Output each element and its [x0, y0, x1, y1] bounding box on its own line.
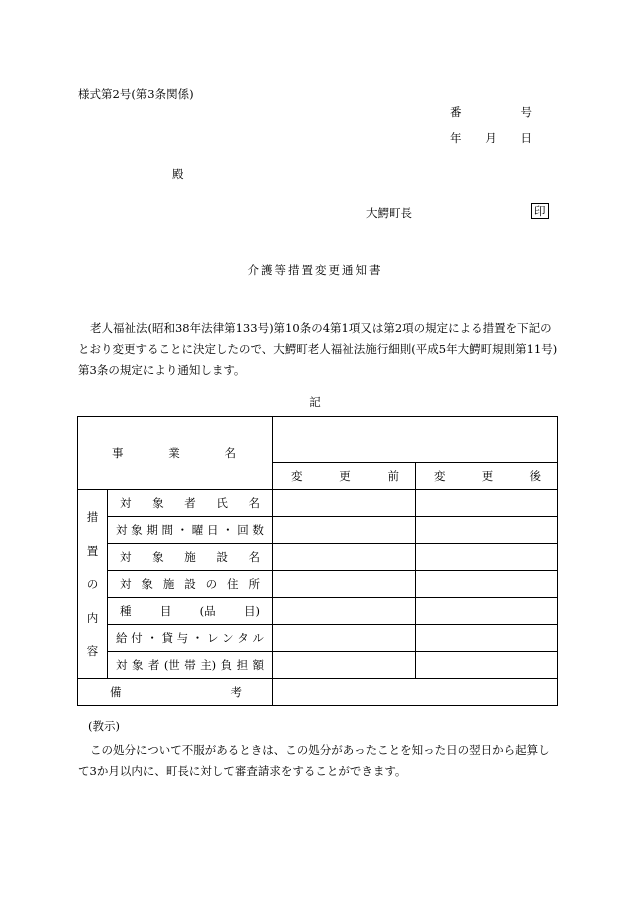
measure-table	[77, 416, 558, 706]
after-char: 変	[434, 469, 446, 483]
after-char: 後	[529, 469, 541, 483]
before-cell[interactable]	[273, 490, 416, 517]
measure-char: の	[86, 577, 99, 591]
label-char: 施	[162, 577, 175, 591]
row-label-benefit-rental	[108, 625, 273, 652]
label-char: 担	[236, 658, 249, 672]
label-char: 額	[252, 658, 264, 672]
body-text: 老人福祉法(昭和38年法律第133号)第10条の4第1項又は第2項の規定による措置を下記のとおり変更することに決定したので、大鰐町老人福祉法施行細則(平成5年大鰐町規則第11号)第3条の規定により通知します。	[78, 321, 558, 377]
remarks-label	[78, 679, 273, 706]
label-char: 住	[227, 577, 239, 591]
measure-content-label	[78, 490, 108, 679]
remarks-char: 備	[110, 685, 122, 699]
label-char: ・	[222, 523, 234, 537]
label-char: 象	[131, 658, 144, 672]
before-cell[interactable]	[273, 517, 416, 544]
number-label: 番	[450, 105, 462, 119]
label-char: の	[205, 577, 218, 591]
label-char: 目	[159, 604, 172, 618]
before-cell[interactable]	[273, 544, 416, 571]
label-char: (品	[199, 604, 216, 618]
label-char: 付	[131, 631, 143, 645]
row-label-subject-name	[108, 490, 273, 517]
measure-char: 容	[86, 644, 99, 658]
label-char: 対	[116, 523, 128, 537]
after-cell[interactable]	[416, 517, 558, 544]
ki-mark: 記	[309, 395, 321, 409]
label-char: 間	[161, 523, 173, 537]
addressee: 殿	[172, 167, 184, 181]
label-char: 対	[120, 496, 132, 510]
row-label-period	[108, 517, 273, 544]
measure-char: 措	[86, 510, 99, 524]
label-char: 対	[120, 550, 132, 564]
after-cell[interactable]	[416, 490, 558, 517]
label-char: 負	[220, 658, 233, 672]
month-label: 月	[485, 131, 497, 145]
label-char: 設	[184, 577, 196, 591]
label-char: 帯	[184, 658, 196, 672]
mayor-name: 大鰐町長	[366, 206, 412, 220]
label-char: 曜	[191, 523, 204, 537]
document-title: 介護等措置変更通知書	[247, 263, 383, 277]
row-label-facility-name	[108, 544, 273, 571]
year-label: 年	[450, 131, 462, 145]
label-char: 日	[206, 523, 219, 537]
label-char: レ	[206, 631, 219, 645]
label-char: ・	[191, 631, 204, 645]
business-name-header	[78, 417, 273, 490]
label-char: 期	[146, 523, 158, 537]
label-char: 貸	[161, 631, 173, 645]
before-char: 変	[291, 469, 303, 483]
label-char: 与	[176, 631, 189, 645]
label-char: タ	[237, 631, 249, 645]
label-char: ン	[222, 631, 234, 645]
before-char: 更	[339, 469, 351, 483]
measure-char: 置	[86, 543, 99, 558]
before-cell[interactable]	[273, 571, 416, 598]
label-char: ・	[146, 631, 158, 645]
after-char: 更	[481, 469, 494, 483]
label-char: 主)	[200, 658, 217, 672]
remarks-char: 考	[230, 685, 242, 699]
row-label-burden-amount	[108, 652, 273, 679]
before-char: 前	[387, 469, 399, 483]
after-header	[416, 463, 558, 490]
label-char: 対	[120, 577, 132, 591]
label-char: 者	[184, 496, 196, 510]
before-cell[interactable]	[273, 652, 416, 679]
label-char: 回	[237, 523, 249, 537]
day-label: 日	[520, 131, 532, 145]
measure-char: 内	[86, 610, 99, 625]
label-char: 目)	[243, 604, 260, 618]
label-char: 象	[152, 496, 164, 510]
label-char: 名	[248, 550, 260, 564]
remarks-value[interactable]	[273, 679, 558, 706]
document-number-line	[450, 104, 532, 120]
label-char: 名	[248, 496, 260, 510]
business-char: 事	[112, 446, 124, 460]
before-header	[273, 463, 416, 490]
label-char: ・	[176, 523, 189, 537]
row-label-item-type	[108, 598, 273, 625]
instruction-text: この処分について不服があるときは、この処分があったことを知った日の翌日から起算して3か月以内に、町長に対して審査請求をすることができます。	[78, 743, 550, 778]
label-char: 給	[116, 631, 128, 645]
label-char: 氏	[216, 496, 228, 510]
after-cell[interactable]	[416, 571, 558, 598]
business-char: 業	[168, 446, 180, 460]
label-char: 者	[147, 658, 160, 672]
label-char: 象	[141, 577, 153, 591]
label-char: 設	[216, 550, 228, 564]
label-char: 数	[252, 523, 264, 537]
label-char: ル	[252, 631, 264, 645]
number-suffix: 号	[520, 105, 532, 119]
label-char: 所	[248, 577, 260, 591]
seal-box: 印	[531, 203, 549, 219]
instruction-heading: (教示)	[88, 719, 120, 733]
business-name-value[interactable]	[273, 417, 558, 463]
label-char: 象	[131, 523, 143, 537]
before-cell[interactable]	[273, 598, 416, 625]
label-char: 種	[120, 604, 132, 618]
label-char: (世	[163, 658, 180, 672]
after-cell[interactable]	[416, 625, 558, 652]
business-char: 名	[224, 446, 236, 460]
label-char: 象	[152, 550, 164, 564]
label-char: 対	[116, 658, 128, 672]
before-cell[interactable]	[273, 625, 416, 652]
form-number: 様式第2号(第3条関係)	[78, 87, 194, 101]
after-cell[interactable]	[416, 652, 558, 679]
after-cell[interactable]	[416, 598, 558, 625]
row-label-facility-address	[108, 571, 273, 598]
date-line	[450, 130, 532, 146]
after-cell[interactable]	[416, 544, 558, 571]
label-char: 施	[184, 550, 196, 564]
